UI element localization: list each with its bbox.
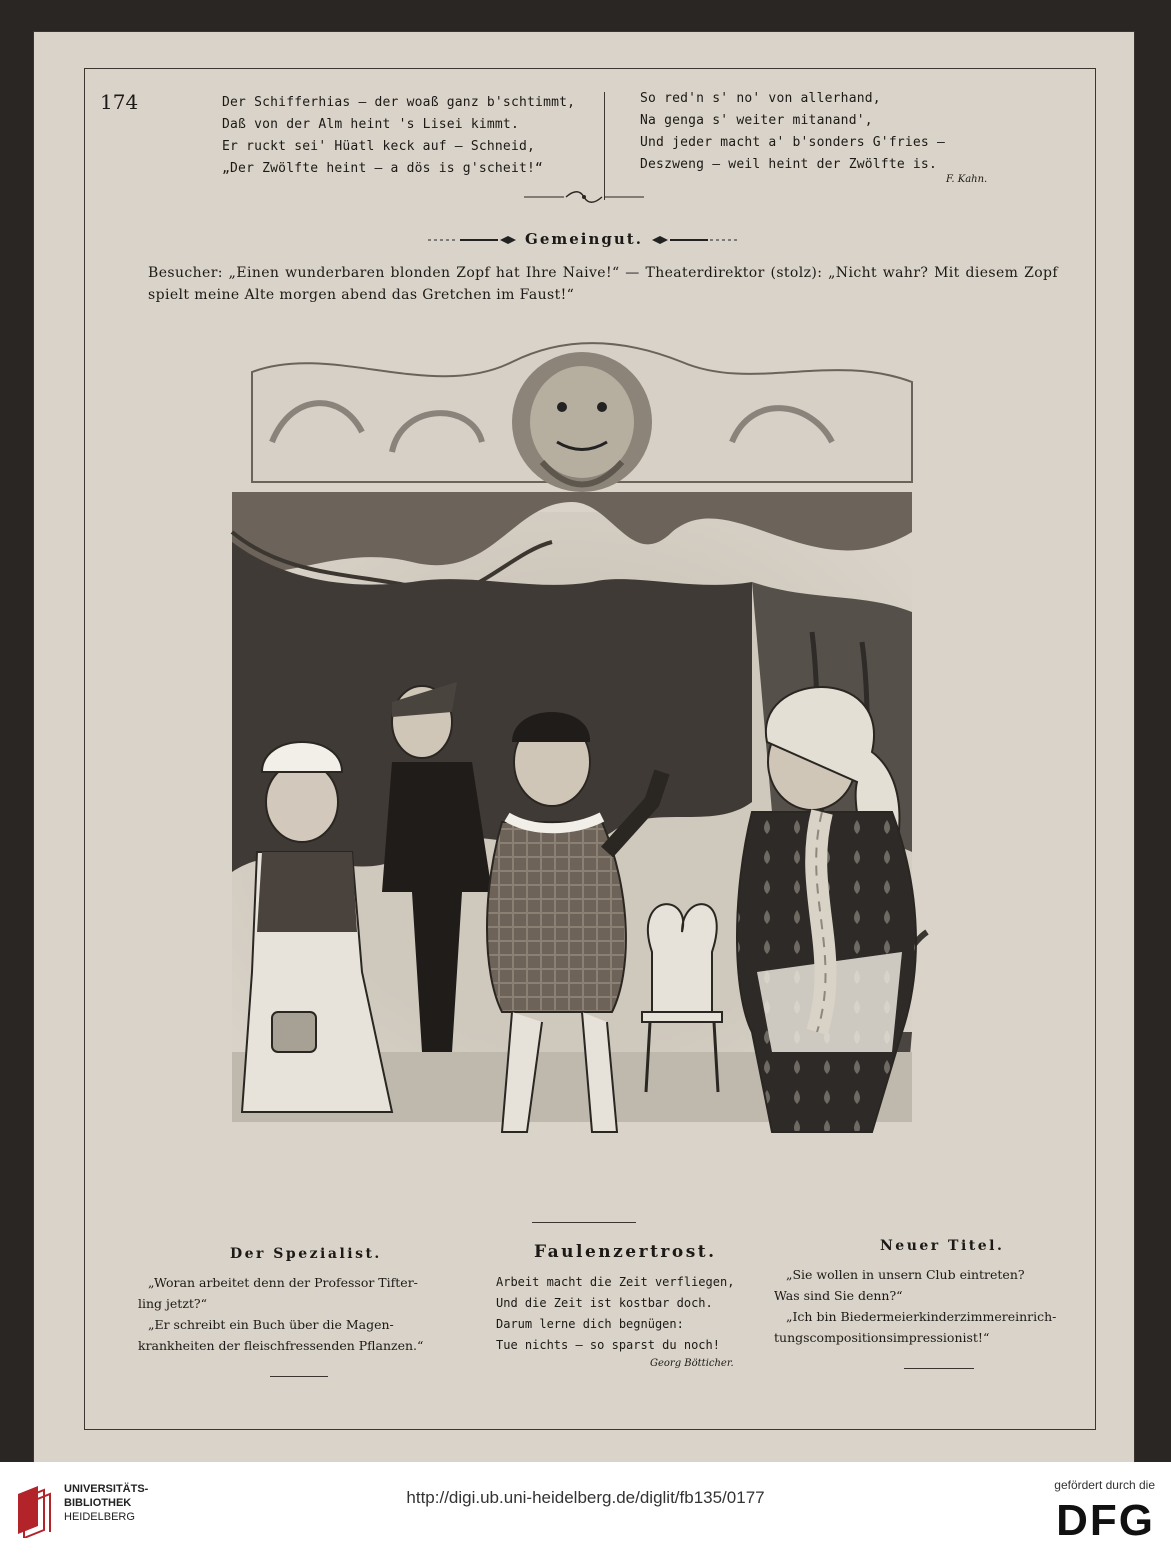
poem-line: „Der Zwölfte heint — a dös is g'scheit!“ [222, 161, 544, 176]
column-text-right [774, 1264, 1056, 1348]
column-title-middle: Faulenzertrost. [534, 1242, 717, 1262]
section-heading [34, 230, 1134, 248]
column-line: „Woran arbeitet denn der Professor Tifter- [148, 1275, 418, 1290]
funding-note: gefördert durch die [1054, 1478, 1155, 1492]
viewer-footer [0, 1462, 1171, 1558]
column-line: ling jetzt?“ [138, 1296, 208, 1311]
page-number: 174 [100, 90, 139, 114]
library-line: HEIDELBERG [64, 1511, 135, 1523]
theatre-illustration [212, 332, 932, 1272]
library-line: UNIVERSITÄTS- [64, 1483, 149, 1495]
heading-flourish-right-icon [650, 234, 740, 246]
scanned-page [34, 32, 1134, 1462]
column-line: krankheiten der fleischfressenden Pflanzen.“ [138, 1338, 424, 1353]
poem-line: Daß von der Alm heint 's Lisei kimmt. [222, 117, 519, 132]
column-line: Tue nichts — so sparst du noch! [496, 1338, 720, 1352]
column-line: „Er schreibt ein Buch über die Magen- [148, 1317, 394, 1332]
heading-flourish-left-icon [428, 234, 518, 246]
dfg-logo: DFG [1056, 1496, 1155, 1545]
column-title-left: Der Spezialist. [230, 1246, 382, 1262]
column-line: „Sie wollen in unsern Club eintreten? [786, 1267, 1025, 1282]
poem-line: Na genga s' weiter mitanand', [640, 113, 873, 128]
library-line: BIBLIOTHEK [64, 1497, 132, 1509]
column-rule-right [904, 1368, 974, 1369]
column-author-middle: Georg Bötticher. [650, 1358, 734, 1369]
column-line: Und die Zeit ist kostbar doch. [496, 1296, 713, 1310]
permalink-url[interactable]: http://digi.ub.uni-heidelberg.de/diglit/fb135/0177 [406, 1488, 765, 1507]
column-text-middle [496, 1272, 734, 1356]
section-rule [532, 1222, 636, 1223]
poem-line: Deszweng — weil heint der Zwölfte is. [640, 157, 937, 172]
section-title: Gemeingut. [525, 230, 643, 248]
column-line: Darum lerne dich begnügen: [496, 1317, 684, 1331]
column-line: Arbeit macht die Zeit verfliegen, [496, 1275, 735, 1289]
column-text-left [138, 1272, 423, 1356]
column-line: tungscompositionsimpressionist!“ [774, 1330, 990, 1345]
poem-divider [604, 92, 605, 200]
ornament-divider [524, 190, 644, 204]
column-line: Was sind Sie denn?“ [774, 1288, 903, 1303]
poem-line: Der Schifferhias — der woaß ganz b'schtimmt, [222, 95, 576, 110]
column-line: „Ich bin Biedermeierkinderzimmereinrich- [786, 1309, 1057, 1324]
poem-right-stanza [640, 88, 945, 176]
poem-left-stanza [222, 92, 575, 180]
poem-line: Und jeder macht a' b'sonders G'fries — [640, 135, 946, 150]
column-title-right: Neuer Titel. [880, 1238, 1005, 1254]
poem-line: Er ruckt sei' Hüatl keck auf — Schneid, [222, 139, 536, 154]
section-text: Besucher: „Einen wunderbaren blonden Zopf hat Ihre Naive!“ — Theaterdirektor (stolz): „Nicht wahr? Mit diesem Zopf spielt meine Alte morgen abend das Gretchen im Faust!“ [148, 265, 1058, 303]
column-rule-left [270, 1376, 328, 1377]
poem-line: So red'n s' no' von allerhand, [640, 91, 881, 106]
poem-author: F. Kahn. [946, 174, 988, 185]
